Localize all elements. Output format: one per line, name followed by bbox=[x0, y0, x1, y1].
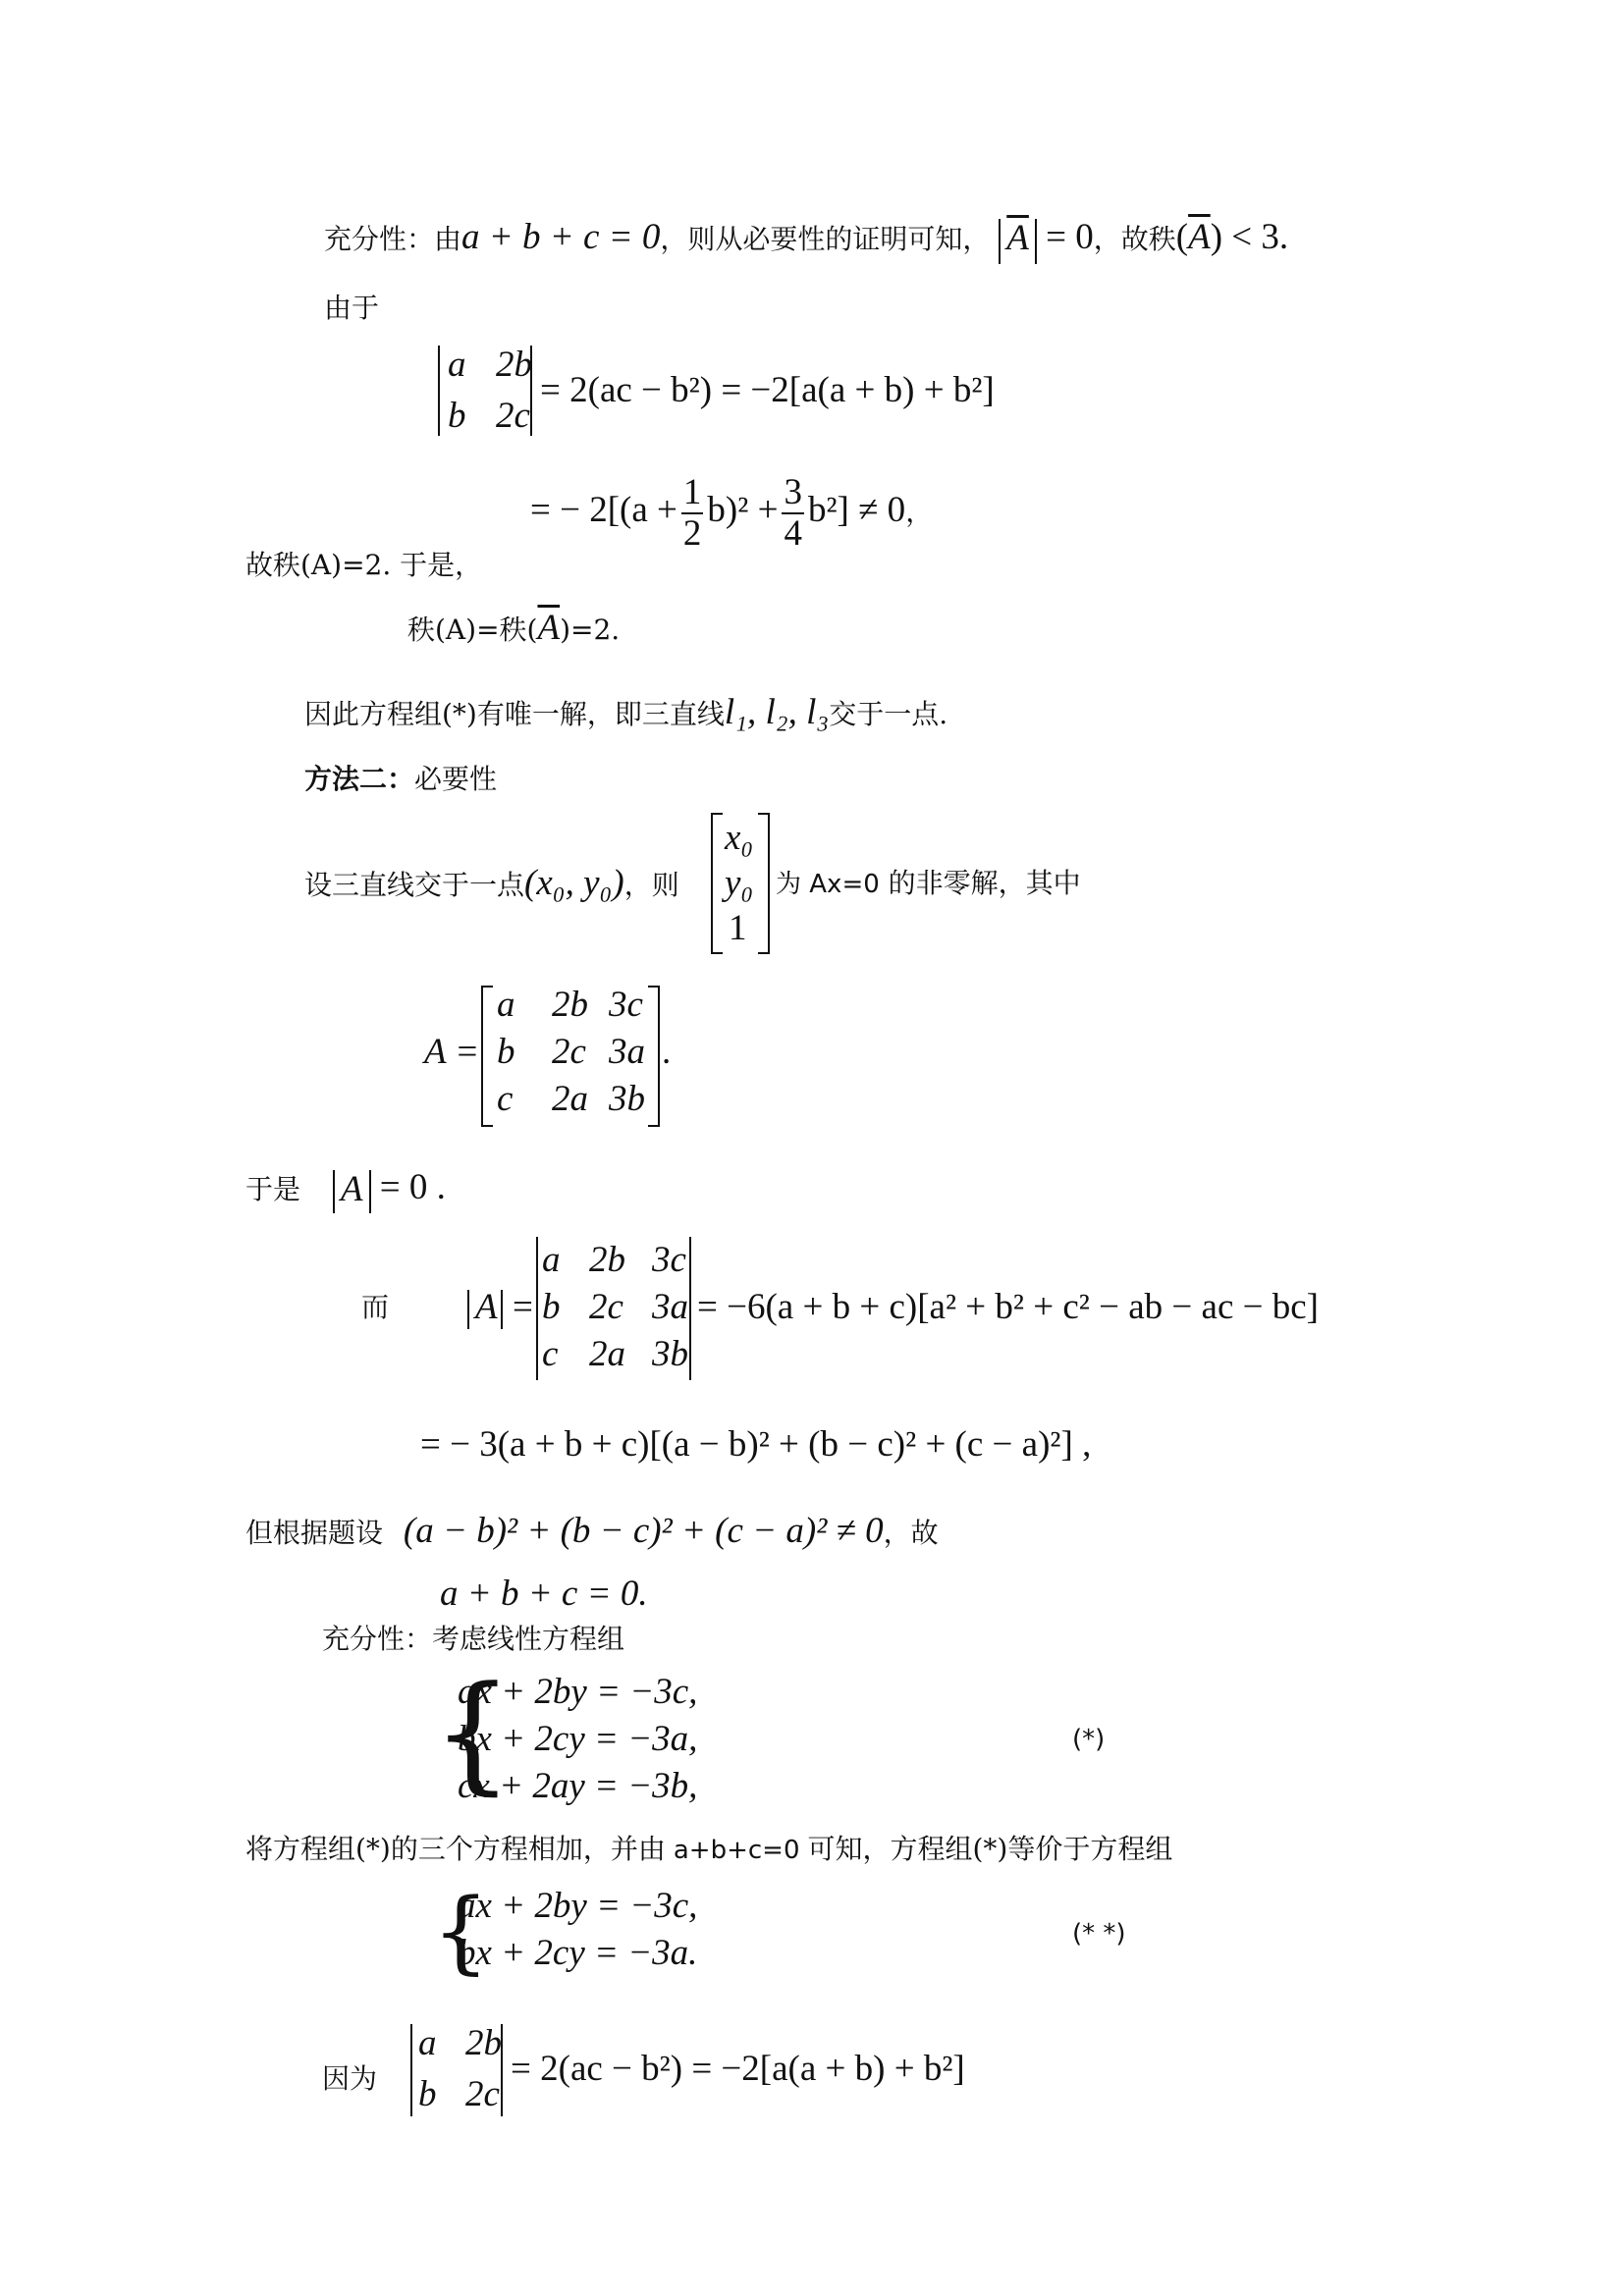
factored-expression-line: = − 3(a + b + c)[(a − b)² + (b − c)² + (c − a)²] , bbox=[420, 1424, 1092, 1465]
equation-tag-double-star: (* *) bbox=[1072, 1919, 1126, 1949]
fraction-one-half: $\frac{1}{2}$ bbox=[682, 471, 702, 554]
augmented-matrix-symbol: $\overline{A}$ bbox=[1006, 217, 1029, 258]
add-equations-line: 将方程组(*)的三个方程相加，并由 a+b+c=0 可知，方程组(*)等价于方程组 bbox=[245, 1833, 1173, 1865]
sufficiency-line-1: 充分性：由a + b + c = 0，则从必要性的证明可知， $\overline{A} = 0$，故秩$(\overline{A}) < 3$. bbox=[324, 218, 1288, 264]
hypothesis-line: 但根据题设 (a − b)² + (b − c)² + (c − a)² ≠ 0，故 bbox=[245, 1511, 939, 1551]
sufficiency-line-2: 充分性：考虑线性方程组 bbox=[322, 1623, 625, 1655]
fraction-three-quarters: $\frac{3}{4}$ bbox=[784, 471, 802, 554]
intersection-point-line: 设三直线交于一点(x₀, y₀)，则 bbox=[304, 863, 679, 903]
rank-equality-line: 秩(A)=秩$(\overline{A})=2$. bbox=[407, 608, 621, 648]
method-two-heading: 方法二：必要性 bbox=[304, 763, 498, 795]
nonzero-solution-text: 为 Ax=0 的非零解，其中 bbox=[776, 867, 1081, 899]
completed-square-line: = − 2[(a + $\frac{1}{2}$ b)² + $\frac{3}{4}$ b²] ≠ 0， bbox=[530, 471, 934, 554]
equation-tag-star: (*) bbox=[1072, 1725, 1106, 1754]
since-label: 由于 bbox=[324, 292, 380, 324]
rank-a-line: 故秩(A)=2. 于是， bbox=[245, 549, 483, 581]
determinant-zero-line: 于是 A = 0 . bbox=[245, 1168, 446, 1213]
det1-rhs: = 2(ac − b²) = −2[a(a + b) + b²] bbox=[540, 370, 995, 410]
sum-zero-line: a + b + c = 0. bbox=[440, 1574, 648, 1614]
unique-solution-line: 因此方程组(*)有唯一解，即三直线l₁, l₂, l₃交于一点. bbox=[304, 692, 948, 732]
condition-formula: a + b + c = 0 bbox=[461, 217, 661, 257]
